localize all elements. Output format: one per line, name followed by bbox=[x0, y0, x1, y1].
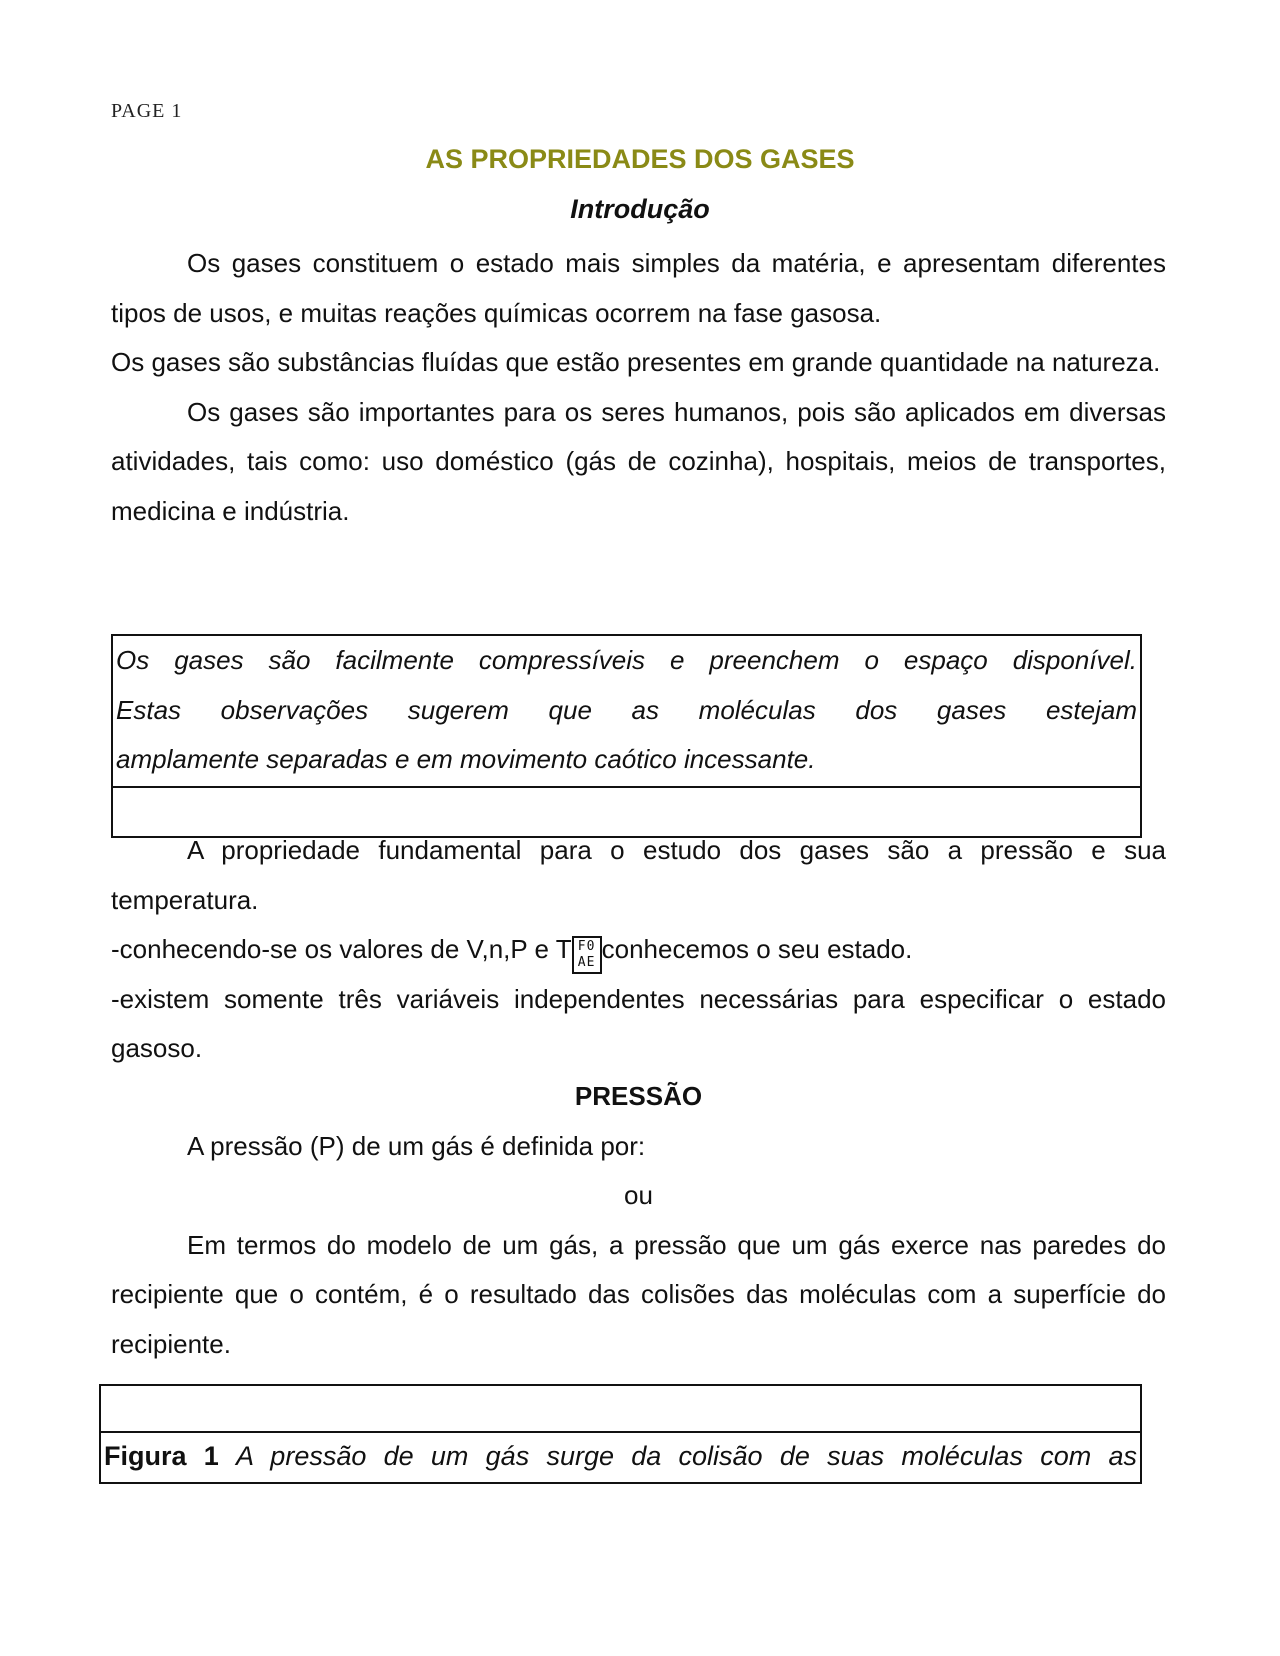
section-subtitle-introducao: Introdução bbox=[570, 194, 710, 224]
properties-text-before: -conhecendo-se os valores de V,n,P e T bbox=[111, 934, 572, 964]
properties-paragraph-2 bbox=[111, 925, 1166, 975]
highlight-line-2: Estas observações sugerem que as moléculas dos gases estejam bbox=[116, 694, 1137, 725]
pressure-heading: PRESSÃO bbox=[574, 1081, 703, 1111]
document-title: AS PROPRIEDADES DOS GASES bbox=[425, 144, 855, 174]
highlight-line-3: amplamente separadas e em movimento caótico incessante. bbox=[116, 744, 816, 774]
intro-paragraph-1: Os gases constituem o estado mais simples da matéria, e apresentam diferentes tipos de usos, e muitas reações químicas ocorrem na fase gasosa. bbox=[111, 248, 1166, 328]
highlight-line-1: Os gases são facilmente compressíveis e preenchem o espaço disponível. bbox=[116, 645, 1137, 675]
intro-paragraph-3: Os gases são importantes para os seres humanos, pois são aplicados em diversas atividades, tais como: uso doméstico (gás de cozinha), hospitais, meios de transportes, medicina e indústria. bbox=[111, 396, 1166, 526]
pressure-model-paragraph: Em termos do modelo de um gás, a pressão que um gás exerce nas paredes do recipiente que o contém, é o resultado das colisões das moléculas com a superfície do recipiente. bbox=[111, 1229, 1166, 1359]
figure-box bbox=[99, 1384, 1142, 1484]
figure-image-area bbox=[101, 1386, 1140, 1433]
figure-label: Figura 1 bbox=[104, 1441, 219, 1471]
intro-section bbox=[111, 239, 1166, 536]
properties-section bbox=[111, 826, 1166, 1074]
missing-glyph-icon: F0 AE bbox=[572, 936, 602, 974]
highlight-box-text bbox=[113, 636, 1140, 788]
figure-caption-text: A pressão de um gás surge da colisão de suas moléculas com as bbox=[236, 1441, 1137, 1471]
properties-paragraph-3: -existem somente três variáveis independentes necessárias para especificar o estado gasoso. bbox=[111, 983, 1166, 1063]
figure-caption bbox=[101, 1433, 1140, 1480]
highlight-box bbox=[111, 634, 1142, 838]
page-header: PAGE 1 bbox=[111, 100, 183, 122]
properties-paragraph-1: A propriedade fundamental para o estudo dos gases são a pressão e sua temperatura. bbox=[111, 835, 1166, 915]
intro-paragraph-2: Os gases são substâncias fluídas que estão presentes em grande quantidade na natureza. bbox=[111, 347, 1161, 377]
properties-text-after: conhecemos o seu estado. bbox=[601, 934, 913, 964]
pressure-or: ou bbox=[624, 1180, 653, 1210]
pressure-definition: A pressão (P) de um gás é definida por: bbox=[187, 1130, 646, 1161]
pressure-section bbox=[111, 1072, 1166, 1369]
